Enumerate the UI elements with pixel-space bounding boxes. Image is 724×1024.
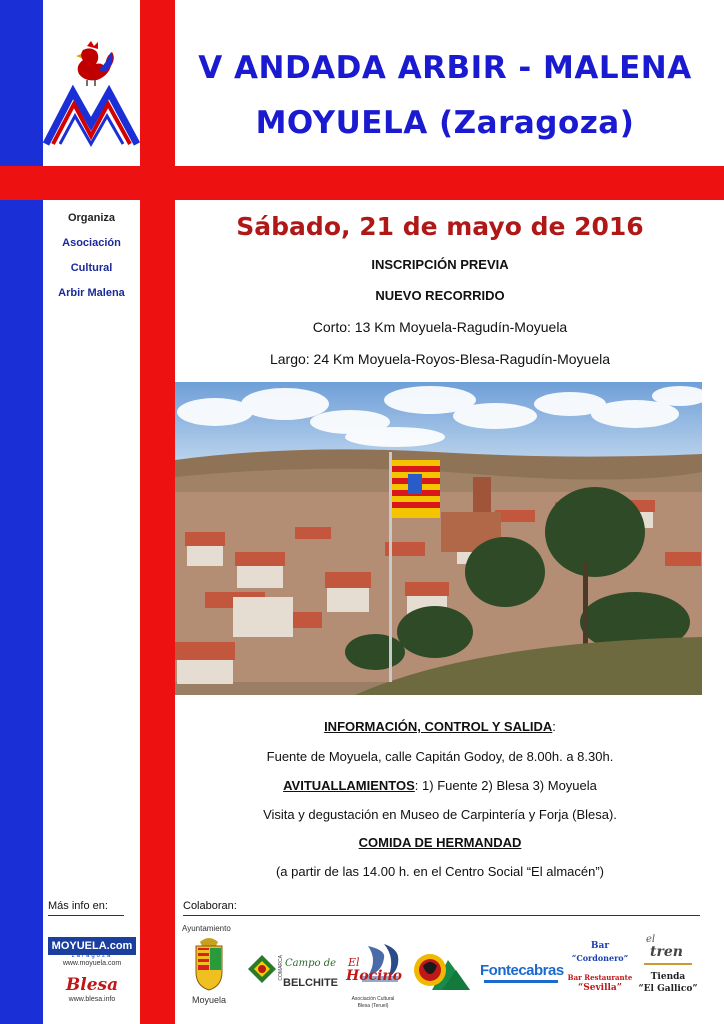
registration-note: INSCRIPCIÓN PREVIA [371, 257, 509, 272]
blesa-url[interactable]: www.blesa.info [68, 996, 116, 1003]
meal-note: (a partir de las 14.00 h. en el Centro Social “El almacén”) [275, 864, 605, 879]
hocino-sub1: Asociación Cultural [351, 996, 395, 1002]
tren-divider [644, 963, 692, 965]
tren-logo: tren [650, 944, 683, 960]
new-route-note: NUEVO RECORRIDO [375, 288, 505, 303]
info-heading-line [180, 719, 700, 734]
bar-name: “Cordonero” [571, 953, 629, 963]
meal-heading-line [180, 835, 700, 850]
supplies-list: : 1) Fuente 2) Blesa 3) Moyuela [414, 778, 597, 793]
museum-visit: Visita y degustación en Museo de Carpintería y Forja (Blesa). [263, 807, 617, 822]
info-heading: INFORMACIÓN, CONTROL Y SALIDA [324, 719, 553, 734]
belchite-name: BELCHITE [283, 977, 338, 989]
supplies-line [180, 778, 700, 793]
ayuntamiento-label: Ayuntamiento [182, 924, 231, 933]
sidebar-arbir-malena: Arbir Malena [58, 287, 125, 299]
moyuela-com-logo[interactable]: MOYUELA.com [48, 937, 136, 955]
sidebar-cultural: Cultural [70, 262, 113, 274]
village-photo [175, 382, 702, 695]
red-horizontal-band [0, 166, 724, 200]
blesa-logo[interactable]: Blesa [65, 975, 119, 995]
bull-icon [412, 950, 470, 990]
fontecabras-logo[interactable]: Fontecabras [480, 962, 564, 979]
bar-label: Bar [590, 941, 610, 951]
tienda-name: “El Gallico” [638, 984, 698, 994]
sidebar-asociacion: Asociación [62, 237, 121, 249]
restaurant-name: “Sevilla” [578, 983, 622, 993]
blue-frame-band [0, 0, 43, 1024]
cherry-logo-icon [246, 953, 278, 987]
more-info-label: Más info en: [48, 900, 108, 912]
collab-divider [183, 915, 700, 916]
meeting-point: Fuente de Moyuela, calle Capitán Godoy, de 8.00h. a 8.30h. [266, 749, 614, 764]
moyuela-logo-sub: zaragoza [71, 953, 113, 959]
red-vertical-band [140, 0, 175, 1024]
event-date: Sábado, 21 de mayo de 2016 [236, 212, 644, 241]
page-title: V ANDADA ARBIR - MALENA [198, 50, 692, 86]
restaurant-label: Bar Restaurante [567, 973, 633, 982]
fontecabras-underline [484, 980, 558, 983]
ayuntamiento-name: Moyuela [191, 995, 227, 1005]
info-heading-suffix: : [552, 719, 556, 734]
belchite-comarca: COMARCA [278, 955, 284, 981]
tren-el: el [646, 934, 656, 945]
hocino-name: Hocino [346, 968, 402, 984]
more-info-divider [48, 915, 124, 916]
coat-of-arms-icon [192, 936, 226, 994]
hocino-el: El [348, 956, 360, 969]
rooster-logo-icon [43, 40, 140, 148]
page-subtitle: MOYUELA (Zaragoza) [255, 105, 635, 141]
tienda-label: Tienda [650, 972, 686, 982]
meal-heading: COMIDA DE HERMANDAD [358, 835, 522, 850]
moyuela-url[interactable]: www.moyuela.com [62, 960, 122, 967]
supplies-heading: AVITUALLAMIENTOS [283, 778, 415, 793]
hocino-sub2: Blesa (Teruel) [357, 1003, 389, 1009]
sidebar-organiza: Organiza [67, 212, 116, 224]
collab-label: Colaboran: [183, 900, 237, 912]
belchite-title: Campo de [285, 958, 337, 969]
long-route: Largo: 24 Km Moyuela-Royos-Blesa-Ragudín-Moyuela [269, 351, 611, 367]
short-route: Corto: 13 Km Moyuela-Ragudín-Moyuela [312, 319, 568, 335]
